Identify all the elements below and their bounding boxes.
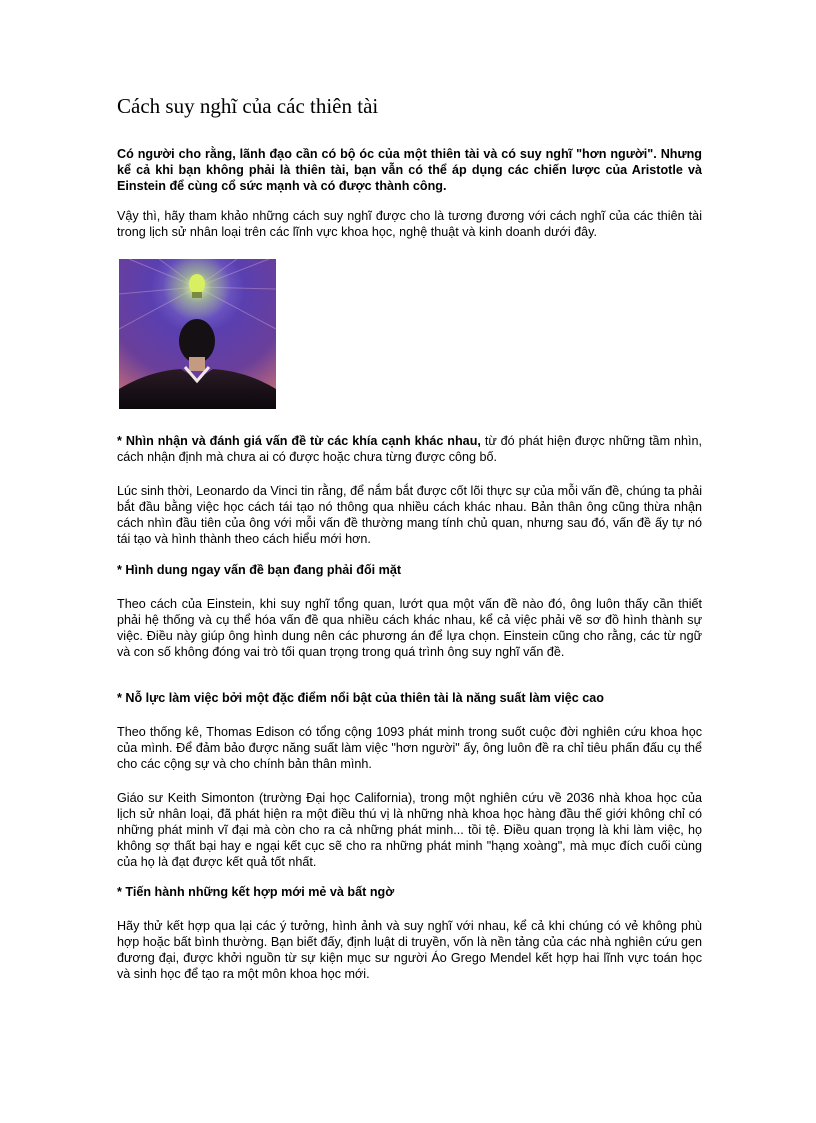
section-1-heading: * Nhìn nhận và đánh giá vấn đề từ các khía cạnh khác nhau, (117, 434, 481, 448)
illustration-image (119, 259, 276, 409)
section-2-heading: * Hình dung ngay vấn đề bạn đang phải đối mặt (117, 563, 402, 577)
intro-bold-paragraph: Có người cho rằng, lãnh đạo cần có bộ óc của một thiên tài và có suy nghĩ "hơn người". Nhưng kể cả khi bạn không phải là thiên tài, bạn vẫn có thể áp dụng các chiến lược của Aristotle và Einstein để cùng cổ sức mạnh và có được thành công. (117, 147, 702, 193)
section-3-paragraph-2: Giáo sư Keith Simonton (trường Đại học California), trong một nghiên cứu về 2036 nhà khoa học của lịch sử nhân loại, đã phát hiện ra một điều thú vị là những nhà khoa học hàng đầu thế giới không chỉ có những phát minh vĩ đại mà còn cho ra cả những phát minh... tồi tệ. Điều quan trọng là khi làm việc, họ không sợ thất bại hay e ngại kết cục sẽ cho ra những phát minh "hạng xoàng", mà mục đích cuối cùng của họ là đạt được kết quả tốt nhất. (117, 791, 702, 869)
section-1-lead (117, 433, 702, 465)
section-2-paragraph: Theo cách của Einstein, khi suy nghĩ tổng quan, lướt qua một vấn đề nào đó, ông luôn thấy cần thiết phải hệ thống và cụ thể hóa vấn đề qua nhiều cách khác nhau, kể cả việc phải vẽ sơ đồ hình thành sự việc. Điều này giúp ông hình dung nên các phương án để lựa chọn. Einstein cũng cho rằng, các từ ngữ và con số không đóng vai trò tối quan trọng trong quá trình ông suy nghĩ vấn đề. (117, 597, 702, 659)
section-4-paragraph: Hãy thử kết hợp qua lại các ý tưởng, hình ảnh và suy nghĩ với nhau, kể cả khi chúng có vẻ không phù hợp hoặc bất bình thường. Bạn biết đấy, định luật di truyền, vốn là nền tảng của các nhà nghiên cứu gen đương đại, được khởi nguồn từ sự kiện mục sư người Áo Grego Mendel kết hợp hai lĩnh vực toán học và sinh học để tạo ra một môn khoa học mới. (117, 919, 702, 981)
section-4-heading: * Tiến hành những kết hợp mới mẻ và bất ngờ (117, 885, 395, 899)
section-3-paragraph-1: Theo thống kê, Thomas Edison có tổng cộng 1093 phát minh trong suốt cuộc đời nghiên cứu khoa học của mình. Để đảm bảo được năng suất làm việc "hơn người" ấy, ông luôn đề ra chỉ tiêu phấn đấu cụ thể cho các cộng sự và cho chính bản thân mình. (117, 725, 702, 771)
section-3-heading: * Nỗ lực làm việc bởi một đặc điểm nổi bật của thiên tài là năng suất làm việc cao (117, 691, 604, 705)
section-1-lead-text: từ đó phát hiện được những tầm nhìn, cách nhận định mà chưa ai có được hoặc chưa từng được công bố. (117, 434, 702, 464)
intro-paragraph: Vậy thì, hãy tham khảo những cách suy nghĩ được cho là tương đương với cách nghĩ của các thiên tài trong lịch sử nhân loại trên các lĩnh vực khoa học, nghệ thuật và kinh doanh dưới đây. (117, 209, 702, 239)
section-1-paragraph: Lúc sinh thời, Leonardo da Vinci tin rằng, để nắm bắt được cốt lõi thực sự của mỗi vấn đề, chúng ta phải bắt đầu bằng việc học cách tái tạo nó thông qua nhiều cách khác nhau. Bản thân ông cũng thừa nhận cách nhìn đầu tiên của ông với mỗi vấn đề thường mang tính chủ quan, nhưng sau đó, vấn đề ấy tự nó tái tạo và hình thành theo cách hiểu mới hơn. (117, 484, 702, 546)
page-title: Cách suy nghĩ của các thiên tài (117, 94, 379, 118)
lightbulb-head-icon (119, 259, 276, 409)
